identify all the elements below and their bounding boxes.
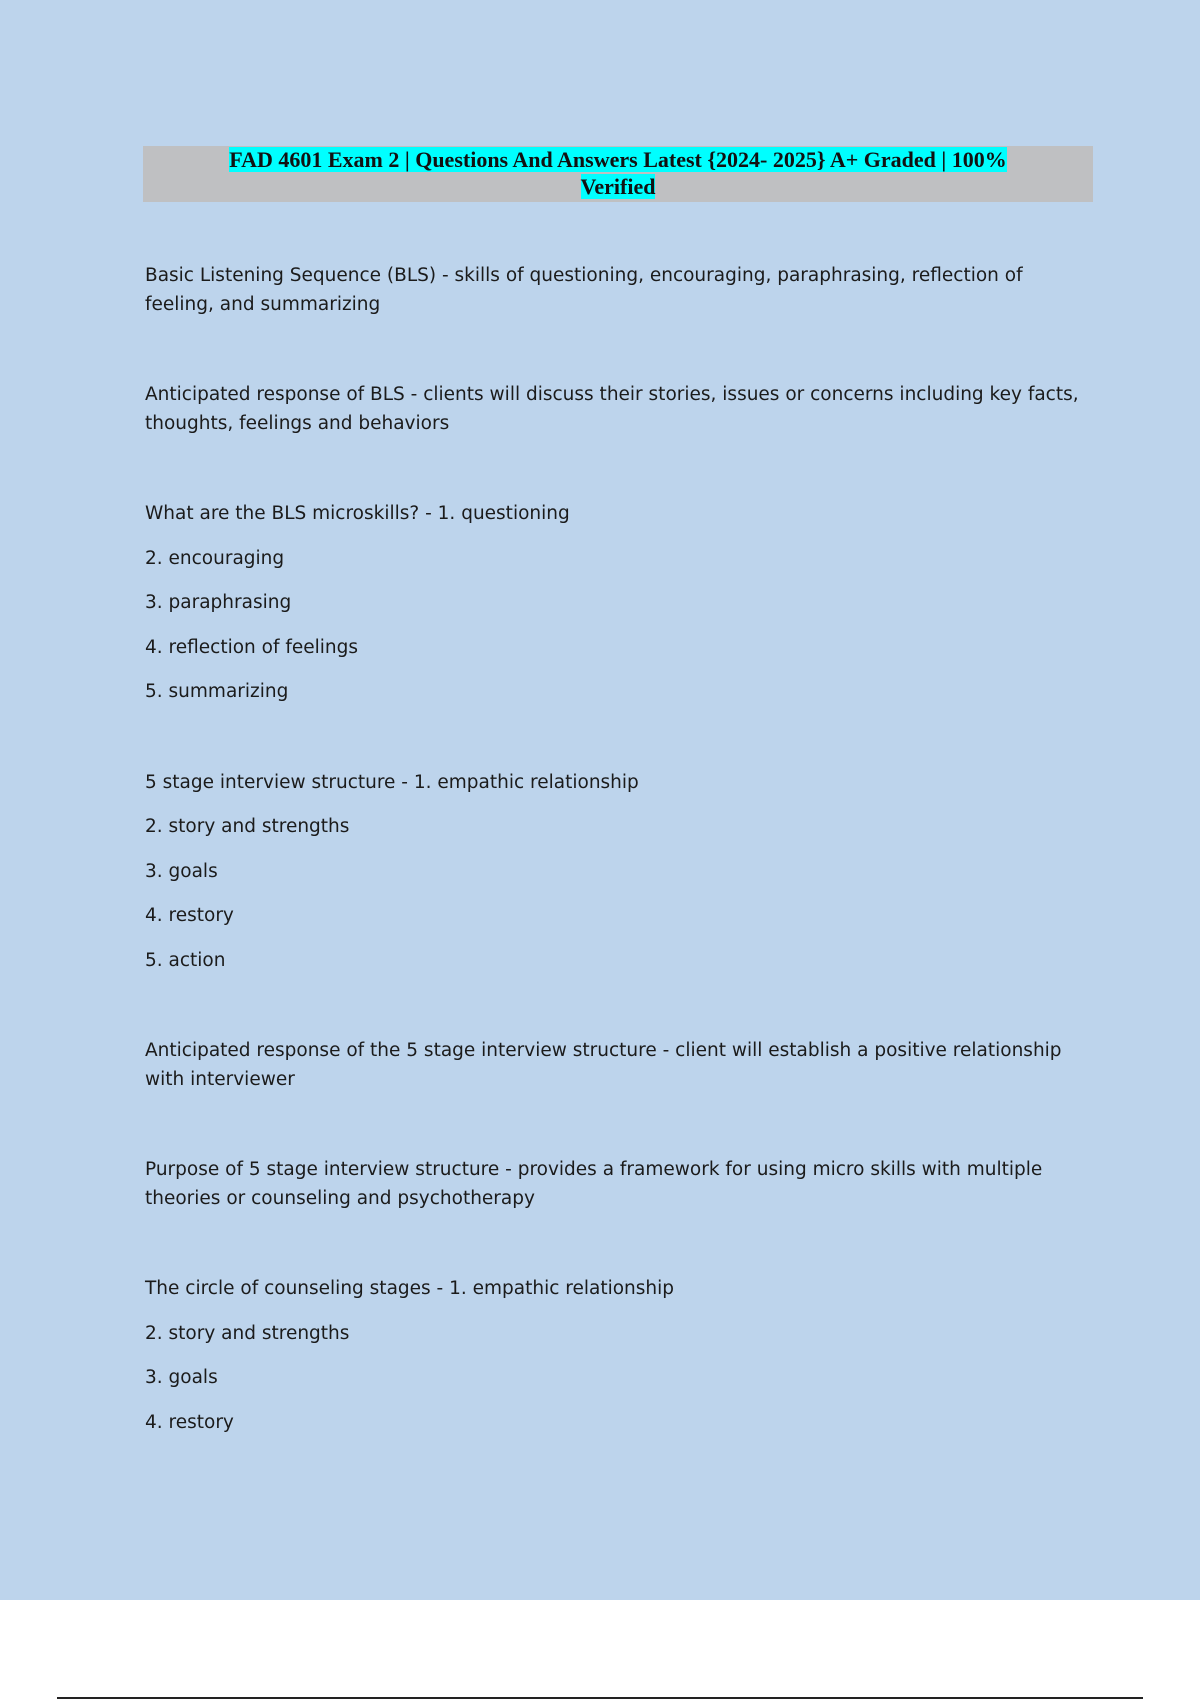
qa-entry bbox=[145, 1156, 1095, 1213]
list-item: 4. restory bbox=[145, 905, 234, 926]
qa-text: Anticipated response of the 5 stage interview structure - client will establish a positive relationship with interviewer bbox=[145, 1040, 1062, 1090]
list-item: 5. summarizing bbox=[145, 681, 289, 702]
list-item: 2. story and strengths bbox=[145, 1322, 350, 1344]
document-title bbox=[143, 146, 1093, 202]
qa-text: The circle of counseling stages - 1. empathic relationship bbox=[145, 1278, 675, 1299]
qa-content bbox=[145, 262, 1095, 1437]
qa-text: Anticipated response of BLS - clients will discuss their stories, issues or concerns including key facts, thoughts, feelings and behaviors bbox=[145, 384, 1079, 434]
qa-entry bbox=[145, 1275, 1095, 1437]
list-item: 3. goals bbox=[145, 860, 218, 882]
qa-entry bbox=[145, 381, 1095, 438]
list-item: 3. paraphrasing bbox=[145, 592, 292, 613]
title-line-2: Verified bbox=[580, 174, 656, 199]
list-item: 5. action bbox=[145, 949, 226, 971]
qa-text: Purpose of 5 stage interview structure - provides a framework for using micro skills with multiple theories or counseling and psychotherapy bbox=[145, 1159, 1043, 1209]
list-item: 4. reflection of feelings bbox=[145, 636, 359, 658]
qa-text: What are the BLS microskills? - 1. questioning bbox=[145, 503, 570, 524]
qa-text: Basic Listening Sequence (BLS) - skills of questioning, encouraging, paraphrasing, reflection of feeling, and summarizing bbox=[145, 265, 1023, 315]
qa-entry bbox=[145, 769, 1095, 976]
footer-divider bbox=[57, 1697, 1143, 1699]
qa-entry bbox=[145, 500, 1095, 707]
list-item: 2. story and strengths bbox=[145, 816, 350, 837]
title-line-1: FAD 4601 Exam 2 | Questions And Answers Latest {2024- 2025} A+ Graded | 100% bbox=[229, 147, 1007, 172]
list-item: 2. encouraging bbox=[145, 547, 285, 569]
qa-entry bbox=[145, 262, 1095, 319]
list-item: 3. goals bbox=[145, 1367, 218, 1388]
qa-text: 5 stage interview structure - 1. empathic relationship bbox=[145, 771, 639, 793]
qa-entry bbox=[145, 1037, 1095, 1094]
list-item: 4. restory bbox=[145, 1411, 234, 1433]
